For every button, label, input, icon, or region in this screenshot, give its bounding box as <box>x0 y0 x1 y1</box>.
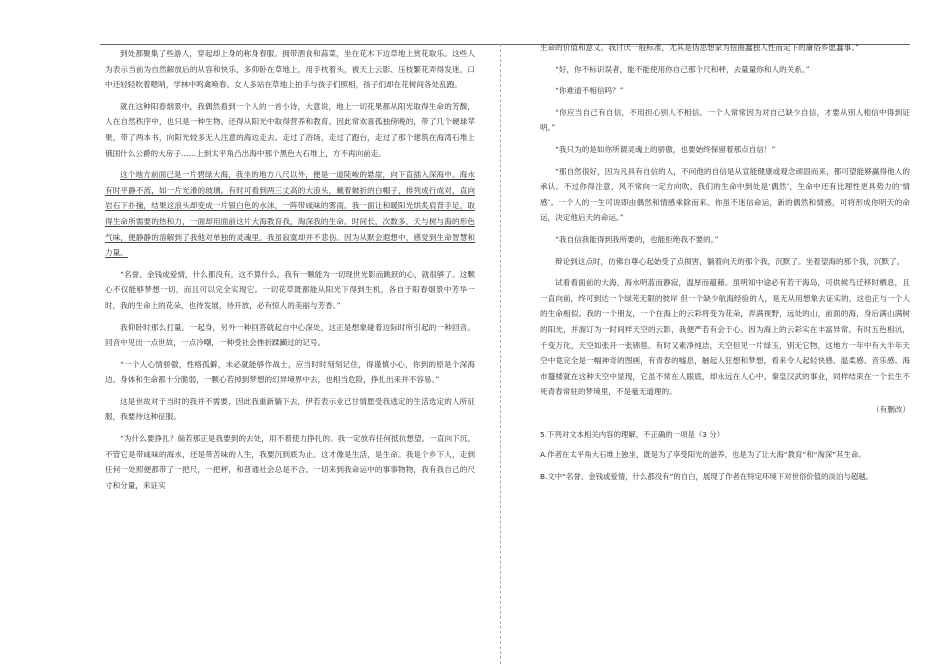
right-paragraph-8: 辩论到这点时，仿佛自尊心起始受了点损害，躺着向天的那个我，沉默了。坐着望海的那个我，沉默了。 <box>555 256 905 266</box>
left-paragraph-3-underlined: 这个地方前面已是一片碧绿大海，我坐的地方八尺以外，便是一道陡峻的悬崖，向下直插入深海中。海水有时平静不流，如一片光滑的玻璃。有时可看到两三丈高的大浪头，戴着皴折的白帽子，排列成行成对，直向岩石下扑撞，结果这浪头却变成一片银白色的水沫，一阵带咸味的雾雨。我一面让和暖阳光烘炙肩背手足，取得生命所需要的热和力，一面却用面前这片大海教育我，淘深我的生命。时间长，次数多，天与树与海的形色气味，便静静的溶解到了我他对单独的灵魂里。我虽寂寞却并不悲伤。因为从默会遐想中，感觉到生命智慧和力量。 <box>105 170 475 258</box>
right-paragraph-6: “那自然很好，因为凡具有自信的人，不问他的自信是从宣能健康或观念顽固而来，都可望能够赢得他人的承认。不过你得注意，风不常向一定方向吹。我们的生命中到处是‘偶然’，生命中还有比理性更具势力的‘情感’。一个人的一生可说即由偶然和情感乘除而来。你虽不迷信命运，新的偶然和情感，可将形成你明天的命运，决定他后天的命运。” <box>540 166 910 223</box>
question-5: 5.下列对文本相关内容的理解，不正确的一项是（3 分） <box>540 430 725 440</box>
option-b: B.文中“名誉、金钱或爱情，什么都没有”的自白，展现了作者在特定环境下对世俗价值的淡泊与超越。 <box>540 472 873 482</box>
right-paragraph-4: “你应当自己有自信，不用担心别人不相信。一个人常常因为对自己缺少自信，才要从别人相信中得到证明。” <box>540 107 910 133</box>
right-paragraph-2: “好，你不标识误者，能不能使用你自己那个尺和秤，去量量你和人的关系。” <box>555 64 810 74</box>
right-paragraph-3: “你难道不相信吗？” <box>555 86 624 96</box>
right-paragraph-5: “我只为的是如你所谓灵魂上的骄傲，也要始终保留着那点自信！” <box>555 144 776 154</box>
right-paragraph-7: “我自信我能得到我所要的，也能拒绝我不要的。” <box>555 234 719 244</box>
left-paragraph-1: 到处都聚集了些游人，穿起却上身的称身春服。拥带酒食和蒜菜，坐在花木下边草地上赏花取乐。这些人为表示当前为自然解放后的从容和快乐，多仰卧在草地上，用手枕着头，被天上云影、压枝繁花弄得发迷，口中还轻轻吹着嗯哨，学林中鸣禽唤春。女人多站在草地上拍手与孩子们照相，孩子们却在花树间各处乱跑。 <box>105 49 475 90</box>
left-paragraph-8: “为什么要挣扎？倘若那正是我要到的去处，用不着使力挣扎的。我一定放弃任何抵抗想望。一直向下沉。不管它是带咸味的海水，还是带苦味的人生，我要沉到底为止。这才像是生活，是生命。我是个乡下人，走到任何一处照便都带了一把尺，一把秤，和普通社会总是不合。一切来到我命运中的事事物物，我有我自己的尺寸和分量，来证实 <box>105 434 475 490</box>
left-paragraph-4: “名誉、金钱或爱情，什么都没有，这不算什么。我有一颗能为一切现世光影而跳跃的心，就很够了。这颗心不仅能够梦想一切，而且可以完全实现它。一切花草既都能从阳光下得到生机，各自于阳春烟景中芳华一时，我的生命上的花朵，也待发展，待开放，必有惊人的美丽与芳香。” <box>105 269 475 310</box>
left-paragraph-7: 这是世故对于当时的我并不需要，因此我重新躺下去，伊若表示业已甘情愿受我逃定的生活选定的人所征服，我要待这种征服。 <box>105 396 475 422</box>
left-paragraph-5: 我仰卧时那么打量。一起身，另外一种回答就起自中心深处，这正是想象碰着边际时所引起的一种回音。回音中见出一点世故，一点冷嘲，一种受社会挫折蹂躏过的记号。 <box>105 322 475 348</box>
left-paragraph-6: “一个人心情骄傲，性格孤僻，未必就能够作战士，应当时时刻刻记住，得谨慎小心，你到的原是个深海边。身体和生命都十分脆弱，一颗心若掉到梦想的幻异境界中去，也相当危险，挣扎出来并不容易。” <box>105 359 475 385</box>
right-paragraph-9: 试看看面前的大海，海水明蓝而静寂，温厚而蕴藉。虽明知中途必有若干海岛，可供候鸟迁移时栖息，且一直向前，终可到达一个绿芜无限的彼岸 但一个缺少航海经验的人，是无从用想象去证实的，这也正与一个人的生命相似。我的一个朋友，一个在海上的云彩将变为花朵，弄满视野，远处的山，前面的海，身后满山满树的阳光，并溜订为一时间样天空的云影，我便严若有会于心。因为海上的云彩实在丰富异常。有时五色相沆，千变万化，天空如张开一张锦毯。有时又素净纯洁，天空但见一片绿玉，别无它物，这地方一年中有大半年天空中竟完全是一幅神奇的图画，有青春的嘘息，触起人狂想和梦想，看来令人起轻快感、温柔感、音乐感。海市蜃楼就在这种天空中显现，它虽不常在人眼底，却永远在人心中。秦皇汉武的事业，同样结束在一个长生不死青春常驻的梦境里，不是毫无道理的。 <box>540 278 910 397</box>
abridged-note: （有删改） <box>872 404 910 414</box>
right-column <box>540 40 910 491</box>
left-column <box>105 46 475 499</box>
left-paragraph-2: 就在这种阳春烟景中，我偶然看到一个人的一首小诗，大意说，地上一切花果都从阳光取得生命的芳馥，人在自然秩序中，也只是一种生物。还得从阳光中取得营养和教育。因此常欢喜孤独傍晚的，带了几个硬球苹果，带了两本书，向阳光较多无人注意的海边走去。走过了浴场，走过了跑台，走过了那个建筑在海湾石堆上俄国什么公爵的大房子……上到太平角凸出海中那个黑色大石堆上，方不再向前走。 <box>105 101 475 158</box>
right-paragraph-1: 生命的价值和意义。我讨厌一般标准，尤其是伪思想家为扭曲蠢独人性而定下的庸俗乡愿蠢事。” <box>540 43 860 52</box>
option-a: A.作者在太平角大石堆上独坐，既是为了享受阳光的滋养，也是为了让大海“教育”和“淘深”其生命。 <box>540 450 866 460</box>
column-divider <box>500 44 501 664</box>
